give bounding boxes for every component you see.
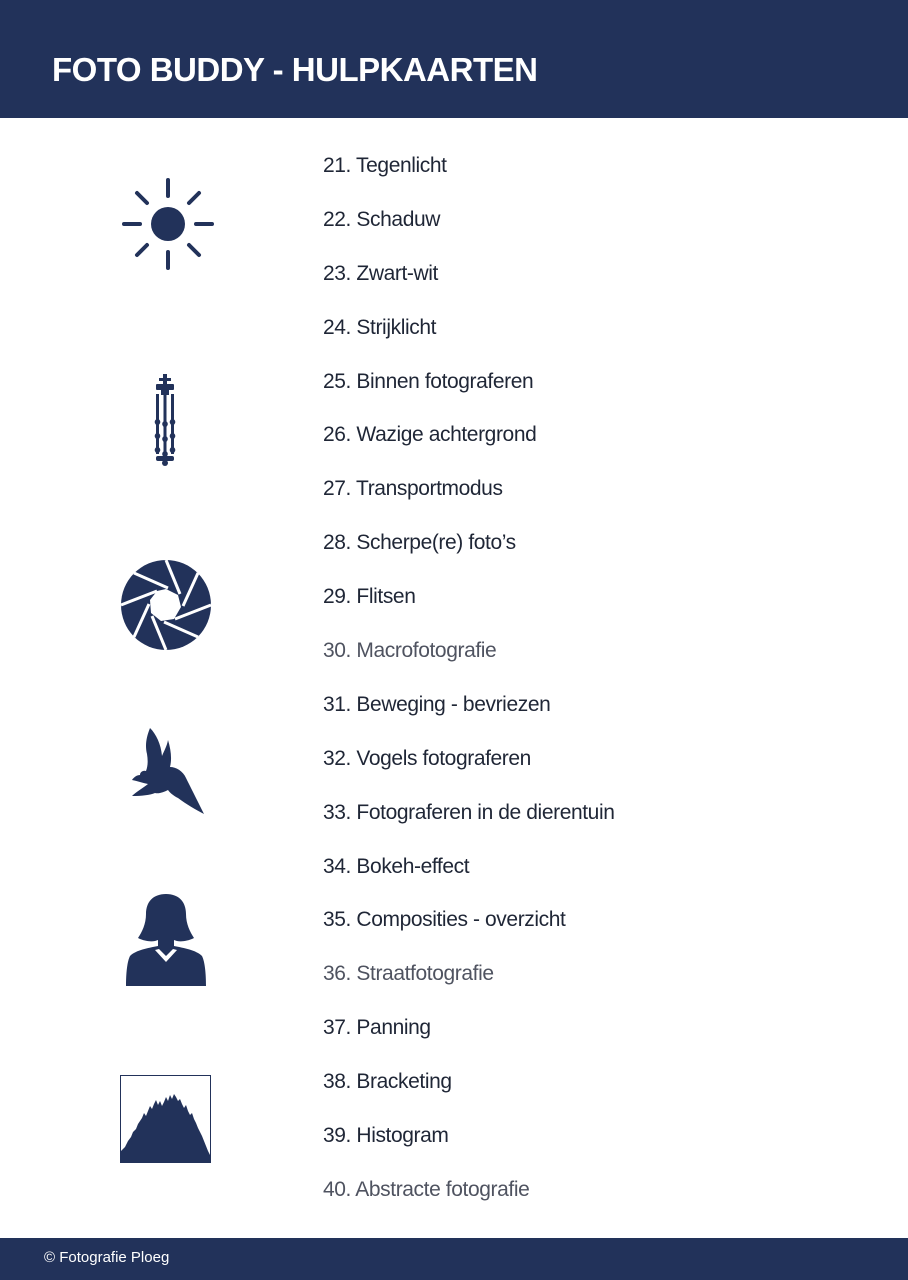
page-title: FOTO BUDDY - HULPKAARTEN: [52, 51, 538, 88]
list-item: 37. Panning: [323, 1016, 431, 1040]
list-item: 40. Abstracte fotografie: [323, 1177, 530, 1201]
sun-icon: [120, 176, 216, 272]
header-bar: [0, 0, 908, 118]
list-item: 29. Flitsen: [323, 585, 416, 609]
list-item: 27. Transportmodus: [323, 477, 503, 501]
aperture-icon: [119, 558, 213, 652]
tripod-icon: [150, 372, 180, 468]
copyright-text: © Fotografie Ploeg: [44, 1249, 170, 1266]
list-item: 38. Bracketing: [323, 1070, 452, 1094]
list-item: 34. Bokeh-effect: [323, 854, 470, 878]
list-item: 39. Histogram: [323, 1124, 449, 1148]
histogram-icon: [120, 1075, 211, 1163]
list-item: 26. Wazige achtergrond: [323, 423, 537, 447]
person-icon: [124, 892, 208, 988]
bird-icon: [128, 726, 208, 818]
card-list: [323, 152, 615, 1230]
list-item: 33. Fotograferen in de dierentuin: [323, 800, 615, 824]
list-item: 36. Straatfotografie: [323, 962, 494, 986]
list-item: 23. Zwart-wit: [323, 261, 438, 285]
list-item: 21. Tegenlicht: [323, 154, 447, 177]
list-item: 24. Strijklicht: [323, 315, 437, 339]
list-item: 28. Scherpe(re) foto’s: [323, 531, 516, 555]
list-item: 25. Binnen fotograferen: [323, 369, 534, 393]
list-item: 30. Macrofotografie: [323, 639, 497, 663]
footer-bar: [0, 1238, 908, 1280]
list-item: 35. Composities - overzicht: [323, 908, 566, 932]
list-item: 32. Vogels fotograferen: [323, 746, 531, 770]
list-item: 22. Schaduw: [323, 207, 441, 231]
list-item: 31. Beweging - bevriezen: [323, 692, 551, 716]
